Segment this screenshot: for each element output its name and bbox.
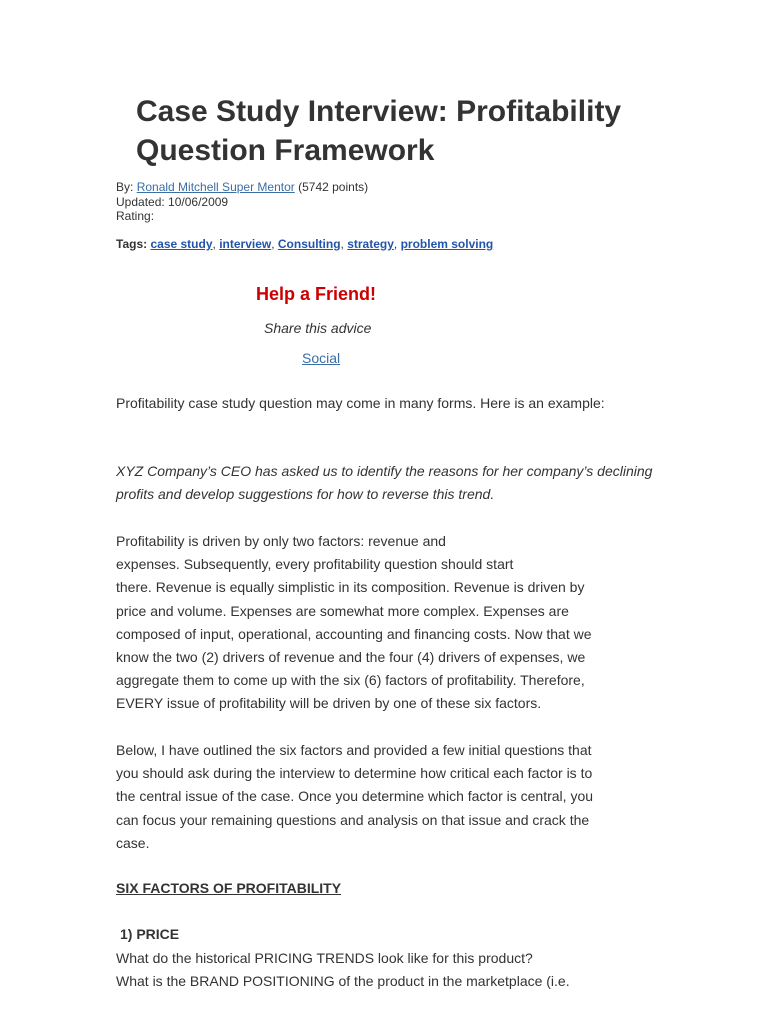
tag-link[interactable]: Consulting [277, 237, 341, 251]
article-meta [116, 180, 676, 224]
paragraph-line: there. Revenue is equally simplistic in its composition. Revenue is driven by [116, 579, 585, 596]
social-link[interactable]: Social [302, 350, 341, 366]
help-friend-heading: Help a Friend! [256, 284, 377, 304]
tags-label: Tags: [116, 237, 148, 251]
paragraph-line: composed of input, operational, accounting and financing costs. Now that we [116, 625, 592, 642]
share-advice-text: Share this advice [264, 320, 372, 336]
paragraph-line: Profitability is driven by only two factors: revenue and [116, 533, 446, 549]
paragraph-line: the central issue of the case. Once you determine which factor is central, you [116, 788, 594, 805]
paragraph-line: expenses. Subsequently, every profitability question should start [116, 556, 514, 573]
author-line [116, 180, 676, 195]
price-question: What do the historical PRICING TRENDS look like for this product? [116, 950, 533, 966]
tags-list: Tags: case study, interview, Consulting, strategy, problem solving [116, 237, 494, 251]
paragraph-line: you should ask during the interview to determine how critical each factor is to [116, 765, 593, 782]
paragraph-line: price and volume. Expenses are somewhat more complex. Expenses are [116, 602, 569, 619]
outline-paragraph [116, 739, 676, 855]
rating-label: Rating: [116, 209, 155, 223]
author-link[interactable]: Ronald Mitchell Super Mentor [136, 180, 295, 194]
tag-link[interactable]: problem solving [400, 237, 494, 251]
article-title: Case Study Interview: Profitability Question Framework [136, 95, 622, 167]
tag-link[interactable]: interview [219, 237, 272, 251]
drivers-paragraph [116, 530, 676, 716]
example-paragraph: XYZ Company’s CEO has asked us to identify the reasons for her company’s declining profits and develop suggestions for how to reverse this trend. [116, 463, 653, 503]
paragraph-line: know the two (2) drivers of revenue and the four (4) drivers of expenses, we [116, 649, 586, 666]
paragraph-line: can focus your remaining questions and analysis on that issue and crack the [116, 811, 590, 828]
price-question: What is the BRAND POSITIONING of the product in the marketplace (i.e. [116, 973, 570, 989]
paragraph-line: EVERY issue of profitability will be driven by one of these six factors. [116, 695, 542, 712]
paragraph-line: case. [116, 834, 150, 851]
tag-link[interactable]: strategy [347, 237, 394, 251]
tag-link[interactable]: case study [150, 237, 213, 251]
price-heading: 1) PRICE [120, 926, 180, 942]
by-label: By: [116, 180, 134, 194]
six-factors-heading: SIX FACTORS OF PROFITABILITY [116, 880, 342, 896]
updated-date: Updated: 10/06/2009 [116, 194, 229, 209]
paragraph-line: Below, I have outlined the six factors and provided a few initial questions that [116, 742, 592, 758]
paragraph-line: aggregate them to come up with the six (6) factors of profitability. Therefore, [116, 672, 585, 689]
intro-paragraph: Profitability case study question may come in many forms. Here is an example: [116, 395, 605, 411]
author-points: (5742 points) [298, 180, 369, 194]
